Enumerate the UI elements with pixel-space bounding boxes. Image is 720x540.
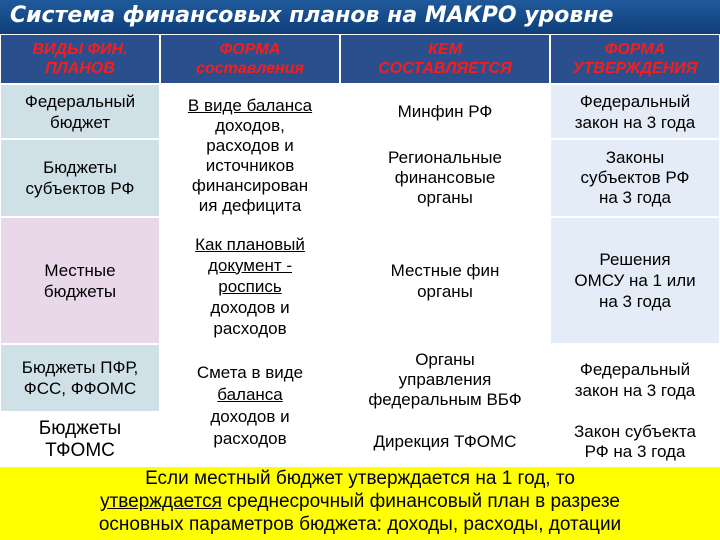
author-regional: Региональные финансовые органы (340, 139, 550, 217)
author-local: Местные фин органы (340, 217, 550, 344)
header-form-approval: ФОРМА УТВЕРЖДЕНИЯ (550, 34, 720, 84)
header-compiled-by: КЕМ СОСТАВЛЯЕТСЯ (340, 34, 550, 84)
form-estimate: Смета в виде баланса доходов и расходов (160, 344, 340, 467)
header-form-compilation: ФОРМА составления (160, 34, 340, 84)
form-plan-document: Как плановый документ - роспись доходов и расходов (160, 228, 340, 344)
author-federal: Минфин РФ (340, 84, 550, 139)
title-bar (0, 0, 720, 34)
type-federal-budget: Федеральный бюджет (0, 84, 160, 139)
type-tfoms-budgets: Бюджеты ТФОМС (0, 412, 160, 467)
approval-federal: Федеральный закон на 3 года (550, 84, 720, 139)
approval-local: Решения ОМСУ на 1 или на 3 года (550, 217, 720, 344)
type-funds-budgets: Бюджеты ПФР, ФСС, ФФОМС (0, 344, 160, 412)
approval-tfoms: Закон субъекта РФ на 3 года (550, 416, 720, 467)
type-regional-budgets: Бюджеты субъектов РФ (0, 139, 160, 217)
type-local-budgets: Местные бюджеты (0, 217, 160, 344)
local-budget-note: Если местный бюджет утверждается на 1 год, то утверждается среднесрочный финансовый план в разрезе основных параметров бюджета: доходы, расходы, дотации (0, 467, 720, 540)
approval-regional: Законы субъектов РФ на 3 года (550, 139, 720, 217)
author-tfoms: Дирекция ТФОМС (340, 416, 550, 467)
header-plan-types: ВИДЫ ФИН. ПЛАНОВ (0, 34, 160, 84)
author-funds: Органы управления федеральным ВБФ (340, 344, 550, 416)
approval-funds: Федеральный закон на 3 года (550, 344, 720, 416)
slide-title: Система финансовых планов на МАКРО уровне (10, 3, 614, 28)
form-balance: В виде баланса доходов, расходов и источников финансирован ия дефицита (160, 84, 340, 228)
